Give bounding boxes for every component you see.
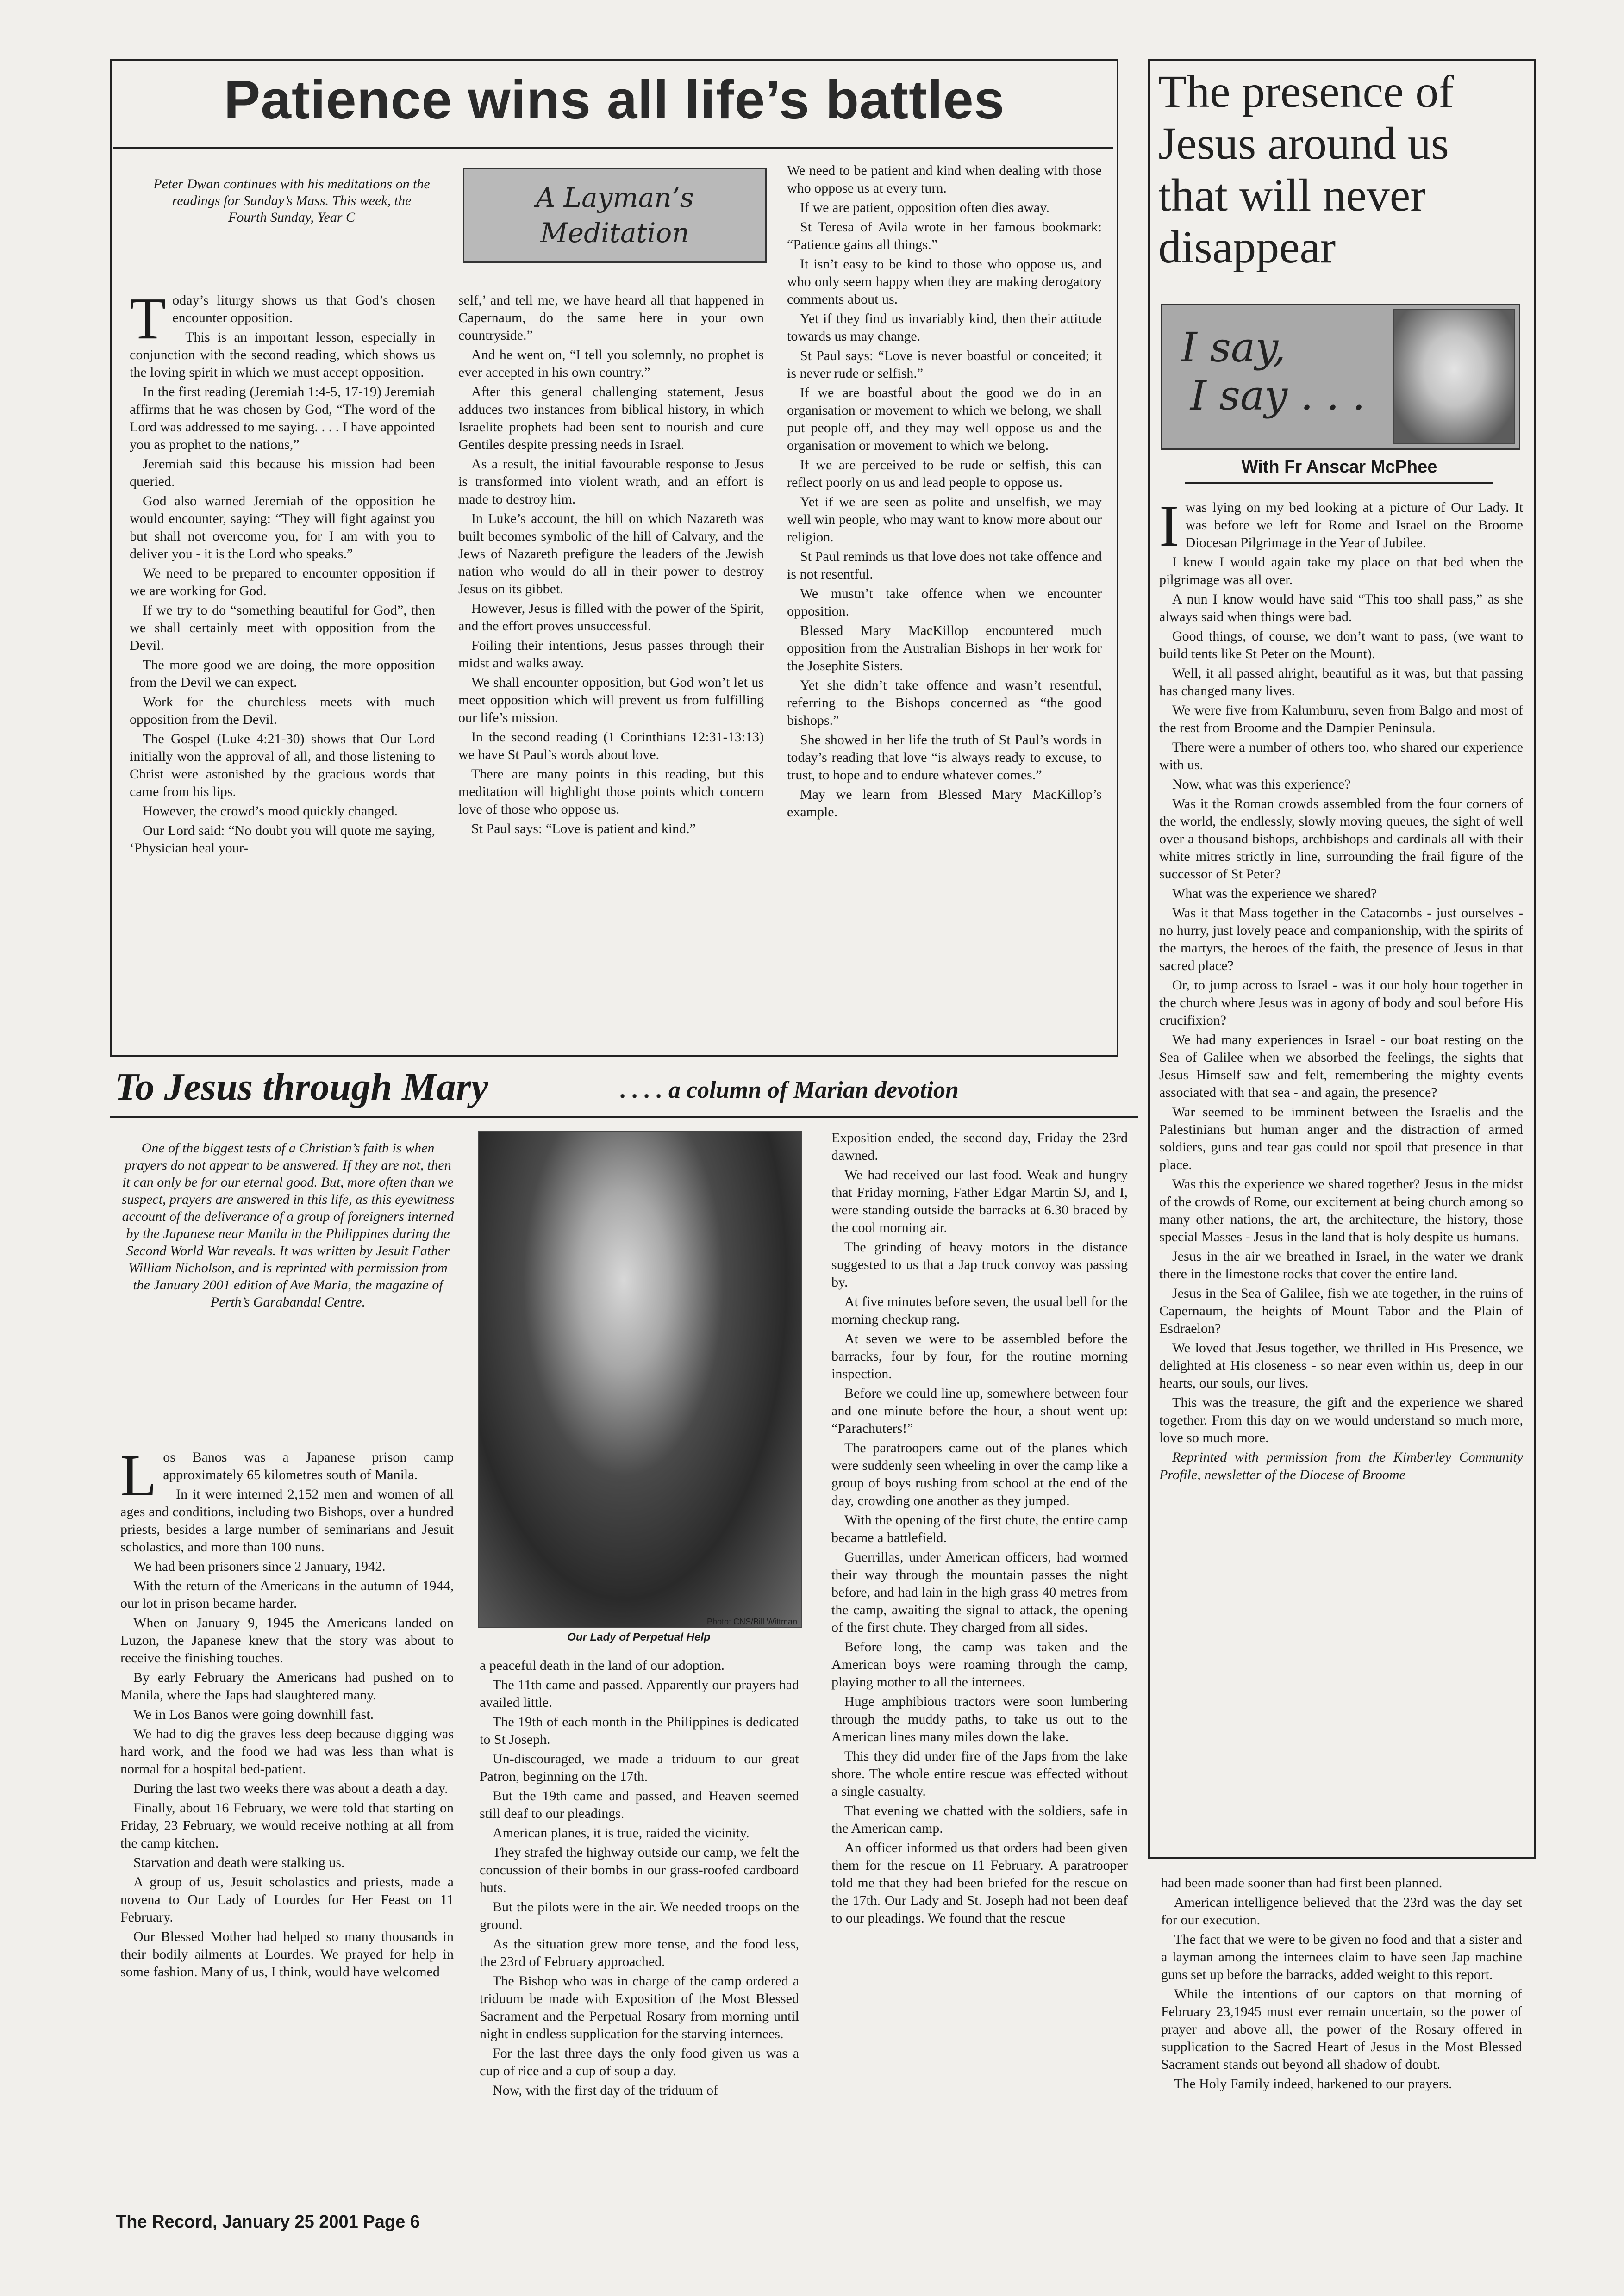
marian-col1-p8: During the last two weeks there was about a death a day. bbox=[133, 1781, 448, 1796]
main-col2-p7: We shall encounter opposition, but God won’t let us meet opposition which will prevent us from fulfilling our life’s mission. bbox=[458, 675, 764, 725]
main-headline: Patience wins all life’s battles bbox=[224, 69, 1005, 131]
main-col3-p1: If we are patient, opposition often dies away. bbox=[800, 200, 1049, 215]
side-body bbox=[1159, 493, 1523, 1486]
main-intro: Peter Dwan continues with his meditations on the readings for Sunday’s Mass. This week, the Fourth Sunday, Year C bbox=[153, 176, 430, 225]
marian-col2-p8: As the situation grew more tense, and the food less, the 23rd of February approached. bbox=[480, 1936, 799, 1969]
marian-column-3 bbox=[831, 1129, 1128, 1929]
side-p18: This was the treasure, the gift and the experience we shared together. From this day on we would understand so much more, love so much more. bbox=[1159, 1395, 1523, 1445]
main-col2-p3: As a result, the initial favourable response to Jesus is transformed into violent wrath, and an effort is made to destroy him. bbox=[458, 456, 764, 507]
side-reprint: Reprinted with permission from the Kimberley Community Profile, newsletter of the Diocese of Broome bbox=[1159, 1450, 1523, 1482]
marian-col1-p4: When on January 9, 1945 the Americans landed on Luzon, the Japanese knew that the story was about to receive the finishing touches. bbox=[120, 1615, 454, 1666]
author-portrait bbox=[1393, 309, 1515, 444]
main-col3-p7: If we are perceived to be rude or selfish, this can reflect poorly on us and lead people to oppose us. bbox=[787, 457, 1102, 490]
main-col2-p10: St Paul says: “Love is patient and kind.” bbox=[471, 821, 696, 836]
marian-col1-p10: Starvation and death were stalking us. bbox=[133, 1855, 345, 1870]
main-col2-p5: However, Jesus is filled with the power of the Spirit, and the effort proves unsuccessful. bbox=[458, 601, 764, 634]
logo-line-1: A Layman’s bbox=[536, 182, 694, 213]
marian-col4-p1: American intelligence believed that the 23rd was the day set for our execution. bbox=[1161, 1895, 1522, 1928]
marian-col1-p0: Los Banos was a Japanese prison camp approximately 65 kilometres south of Manila. bbox=[120, 1443, 454, 1508]
main-col1-p2: In the first reading (Jeremiah 1:4-5, 17-19) Jeremiah affirms that he was chosen by God, “The word of the Lord was addressed to me saying. . . . I have appointed you as prophet to the nations,” bbox=[130, 384, 435, 452]
main-col1-p4: God also warned Jeremiah of the opposition he would encounter, saying: “They will fight against you but shall not overcome you, for I am with you to deliver you - it is the Lord who speaks.” bbox=[130, 493, 435, 561]
side-p3: Good things, of course, we don’t want to pass, (we want to build tents like St Peter on the Mount). bbox=[1159, 628, 1523, 661]
main-col1-p1: This is an important lesson, especially in conjunction with the second reading, which shows us the loving spirit in which we must accept opposition. bbox=[130, 330, 435, 380]
main-col3-p10: We mustn’t take offence when we encounter opposition. bbox=[787, 586, 1102, 619]
marian-col1-p7: We had to dig the graves less deep because digging was hard work, and the food we had was less than what is normal for a hospital bed-patient. bbox=[120, 1726, 454, 1777]
side-p16: Jesus in the Sea of Galilee, fish we ate together, in the ruins of Capernaum, the heights of Mount Tabor and the Plain of Esdraelon? bbox=[1159, 1286, 1523, 1336]
main-col3-p8: Yet if we are seen as polite and unselfish, we may well win people, who may want to know more about our religion. bbox=[787, 494, 1102, 545]
marian-rule bbox=[110, 1116, 1138, 1118]
marian-column-2 bbox=[480, 1657, 799, 2101]
marian-col3-p8: Guerrillas, under American officers, had wormed their way through the mountain passes the night before, and had lain in the high grass 40 metres from the camp, awaiting the signal to attack, the opening of the first chute. They charged from all sides. bbox=[831, 1549, 1128, 1635]
i-say-logo bbox=[1161, 304, 1520, 450]
marian-col2-p10: For the last three days the only food given us was a cup of rice and a cup of soup a day. bbox=[480, 2046, 799, 2078]
marian-col1-p1: In it were interned 2,152 men and women of all ages and conditions, including two Bishops, over a hundred priests, besides a large number of seminarians and Jesuit scholastics, and more than 100 nuns. bbox=[120, 1487, 454, 1555]
marian-col3-p9: Before long, the camp was taken and the American boys were roaming through the camp, playing mother to all the internees. bbox=[831, 1639, 1128, 1690]
main-col2-p0: self,’ and tell me, we have heard all that happened in Capernaum, do the same here in your own countryside.” bbox=[458, 292, 764, 343]
side-p0: Iwas lying on my bed looking at a picture of Our Lady. It was before we left for Rome and Israel on the Broome Diocesan Pilgrimage in the Year of Jubilee. bbox=[1159, 493, 1523, 559]
side-p1: I knew I would again take my place on that bed when the pilgrimage was all over. bbox=[1159, 554, 1523, 587]
side-p17: We loved that Jesus together, we thrilled in His Presence, we delighted at His closeness - so near even within us, deep in our hearts, our souls, our lives. bbox=[1159, 1340, 1523, 1391]
marian-col1-p2: We had been prisoners since 2 January, 1942. bbox=[133, 1559, 386, 1574]
main-col1-p3: Jeremiah said this because his mission had been queried. bbox=[130, 456, 435, 489]
main-col2-p1: And he went on, “I tell you solemnly, no prophet is ever accepted in his own country.” bbox=[458, 347, 764, 380]
main-col3-p13: She showed in her life the truth of St Paul’s words in today’s reading that love “is always ready to excuse, to trust, to hope and to endure whatever comes.” bbox=[787, 732, 1102, 783]
side-p12: We had many experiences in Israel - our boat resting on the Sea of Galilee when we absorbed the feelings, the sights that Jesus Himself saw and felt, remembering the mighty events associated with that sea - and again, the presence? bbox=[1159, 1032, 1523, 1100]
marian-col2-p2: The 19th of each month in the Philippines is dedicated to St Joseph. bbox=[480, 1714, 799, 1747]
main-col3-p9: St Paul reminds us that love does not take offence and is not resentful. bbox=[787, 549, 1102, 582]
main-col3-p6: If we are boastful about the good we do in an organisation or movement to which we belong, we shall put people off, and they may well oppose us and the organisation or movement to which we belong. bbox=[787, 385, 1102, 453]
main-col1-p0: Today’s liturgy shows us that God’s chosen encounter opposition. bbox=[130, 286, 435, 351]
marian-col3-p5: Before we could line up, somewhere between four and one minute before the hour, a shout went up: “Parachuters!” bbox=[831, 1386, 1128, 1436]
marian-col1-p6: We in Los Banos were going downhill fast. bbox=[133, 1707, 374, 1722]
main-col3-p0: We need to be patient and kind when dealing with those who oppose us at every turn. bbox=[787, 163, 1102, 196]
main-col3-p11: Blessed Mary MacKillop encountered much opposition from the Australian Bishops in her work for the Josephite Sisters. bbox=[787, 623, 1102, 673]
byline-rule bbox=[1185, 482, 1493, 484]
marian-col4-p3: While the intentions of our captors on that morning of February 23,1945 must ever remain uncertain, so the power of prayer and above all, the power of the Rosary offered in supplication to the Sacred Heart of Jesus in the Most Blessed Sacrament stands out beyond all shadow of doubt. bbox=[1161, 1986, 1522, 2072]
main-column-3 bbox=[787, 162, 1102, 823]
side-p7: Now, what was this experience? bbox=[1172, 777, 1351, 792]
marian-col3-p2: The grinding of heavy motors in the distance suggested to us that a Jap truck convoy was passing by. bbox=[831, 1239, 1128, 1290]
marian-col4-p4: The Holy Family indeed, harkened to our prayers. bbox=[1174, 2076, 1452, 2091]
marian-col1-p11: A group of us, Jesuit scholastics and priests, made a novena to Our Lady of Lourdes for Her Feast on 11 February. bbox=[120, 1874, 454, 1925]
main-col3-p14: May we learn from Blessed Mary MacKillop’s example. bbox=[787, 787, 1102, 820]
main-col3-p3: It isn’t easy to be kind to those who oppose us, and who only seem happy when they are making derogatory comments about us. bbox=[787, 256, 1102, 307]
side-byline: With Fr Anscar McPhee bbox=[1241, 457, 1437, 477]
marian-col2-p4: But the 19th came and passed, and Heaven seemed still deaf to our pleadings. bbox=[480, 1788, 799, 1821]
marian-col3-p3: At five minutes before seven, the usual bell for the morning checkup rang. bbox=[831, 1294, 1128, 1327]
marian-col3-p1: We had received our last food. Weak and hungry that Friday morning, Father Edgar Martin SJ, and I, were standing outside the barracks at 6.30 braced by the cool morning air. bbox=[831, 1167, 1128, 1235]
marian-col2-p7: But the pilots were in the air. We needed troops on the ground. bbox=[480, 1899, 799, 1932]
main-col2-p2: After this general challenging statement, Jesus adduces two instances from biblical history, in which Israelite prophets had been sent to nourish and cure Gentiles despite pressing needs in Israel. bbox=[458, 384, 764, 452]
main-dropcap: T bbox=[130, 286, 166, 351]
side-p4: Well, it all passed alright, beautiful as it was, but that passing has changed many lives. bbox=[1159, 666, 1523, 698]
side-title: The presence of Jesus around us that will never disappear bbox=[1158, 66, 1454, 273]
main-col1-p9: The Gospel (Luke 4:21-30) shows that Our Lord initially won the approval of all, and those listening to Christ were astonished by the gracious words that came from his lips. bbox=[130, 731, 435, 799]
main-col2-p6: Foiling their intentions, Jesus passes through their midst and walks away. bbox=[458, 638, 764, 671]
main-col1-p7: The more good we are doing, the more opposition from the Devil we can expect. bbox=[130, 657, 435, 690]
side-p13: War seemed to be imminent between the Israelis and the Palestinians but human anger and the distraction of armed soldiers, guns and tear gas could not spoil that presence in that place. bbox=[1159, 1104, 1523, 1172]
main-col2-p9: There are many points in this reading, but this meditation will highlight those points which concern love of those who oppose us. bbox=[458, 766, 764, 817]
main-col1-p10: However, the crowd’s mood quickly changed. bbox=[143, 803, 398, 819]
marian-col1-p5: By early February the Americans had pushed on to Manila, where the Japs had slaughtered many. bbox=[120, 1670, 454, 1703]
main-col3-p2: St Teresa of Avila wrote in her famous bookmark: “Patience gains all things.” bbox=[787, 219, 1102, 252]
main-col3-p4: Yet if they find us invariably kind, then their attitude towards us may change. bbox=[787, 311, 1102, 344]
madonna-icon-photo bbox=[478, 1131, 802, 1628]
marian-col1-p12: Our Blessed Mother had helped so many thousands in their bodily ailments at Lourdes. We prayed for help in some fashion. Many of us, I think, would have welcomed bbox=[120, 1929, 454, 1979]
main-column-1 bbox=[130, 286, 435, 859]
marian-col3-p4: At seven we were to be assembled before the barracks, four by four, for the routine morning inspection. bbox=[831, 1331, 1128, 1381]
marian-col2-p9: The Bishop who was in charge of the camp ordered a triduum be made with Exposition of the Most Blessed Sacrament and the Perpetual Rosary from morning until night in endless supplication for the starving internees. bbox=[480, 1973, 799, 2041]
side-p5: We were five from Kalumburu, seven from Balgo and most of the rest from Broome and the Dampier Peninsula. bbox=[1159, 703, 1523, 735]
marian-col1-p3: With the return of the Americans in the autumn of 1944, our lot in prison became harder. bbox=[120, 1578, 454, 1611]
logo-line-2: Meditation bbox=[540, 217, 689, 249]
photo-credit: Photo: CNS/Bill Wittman bbox=[706, 1617, 797, 1626]
marian-col3-p10: Huge amphibious tractors were soon lumbering through the muddy paths, to take us out to the American lines many miles down the lake. bbox=[831, 1694, 1128, 1744]
marian-subtitle: . . . . a column of Marian devotion bbox=[620, 1077, 959, 1103]
i-say-line-1: I say, bbox=[1181, 324, 1286, 371]
marian-col3-p7: With the opening of the first chute, the entire camp became a battlefield. bbox=[831, 1512, 1128, 1545]
side-p14: Was this the experience we shared together? Jesus in the midst of the crowds of Rome, our excitement at being church among so many other nations, the art, the architecture, the history, those special Masses - Jesus in the land that is holy despite us humans. bbox=[1159, 1176, 1523, 1244]
i-say-line-2: I say . . . bbox=[1190, 372, 1365, 419]
marian-col2-p6: They strafed the highway outside our camp, we felt the concussion of their bombs in our grass-roofed cardboard huts. bbox=[480, 1845, 799, 1895]
main-col1-p6: If we try to do “something beautiful for God”, then we shall certainly meet with opposition from the Devil. bbox=[130, 603, 435, 653]
main-col1-p8: Work for the churchless meets with much opposition from the Devil. bbox=[130, 694, 435, 727]
main-col1-p11: Our Lord said: “No doubt you will quote me saying, ‘Physician heal your- bbox=[130, 823, 435, 856]
marian-col4-p2: The fact that we were to be given no food and that a sister and a layman among the internees claim to have seen Jap machine guns set up before the barracks, added weight to this report. bbox=[1161, 1932, 1522, 1982]
marian-column-4 bbox=[1161, 1874, 1522, 2095]
side-p2: A nun I know would have said “This too shall pass,” as she always said when things were bad. bbox=[1159, 591, 1523, 624]
marian-col2-p1: The 11th came and passed. Apparently our prayers had availed little. bbox=[480, 1677, 799, 1710]
marian-col3-p11: This they did under fire of the Japs from the lake shore. The whole entire rescue was effected without a single casualty. bbox=[831, 1748, 1128, 1799]
main-col3-p12: Yet she didn’t take offence and wasn’t resentful, referring to the Bishops concerned as “the good bishops.” bbox=[787, 678, 1102, 728]
marian-col3-p13: An officer informed us that orders had been given them for the rescue on 11 February. A paratrooper told me that they had been briefed for the rescue on the 17th. Our Lady and St. Joseph had not been deaf to our pleadings. We found that the rescue bbox=[831, 1840, 1128, 1926]
headline-rule bbox=[113, 147, 1113, 149]
marian-col3-p12: That evening we chatted with the soldiers, safe in the American camp. bbox=[831, 1803, 1128, 1836]
marian-col2-p3: Un-discouraged, we made a triduum to our great Patron, beginning on the 17th. bbox=[480, 1751, 799, 1784]
main-col3-p5: St Paul says: “Love is never boastful or conceited; it is never rude or selfish.” bbox=[787, 348, 1102, 381]
laymans-meditation-logo bbox=[463, 168, 767, 263]
marian-title: To Jesus through Mary bbox=[115, 1065, 488, 1108]
marian-col2-p11: Now, with the first day of the triduum of bbox=[493, 2083, 718, 2098]
main-col1-p5: We need to be prepared to encounter opposition if we are working for God. bbox=[130, 566, 435, 598]
side-p15: Jesus in the air we breathed in Israel, in the water we drank there in the limestone rocks that cover the entire land. bbox=[1159, 1249, 1523, 1282]
main-column-2 bbox=[458, 292, 764, 840]
marian-col2-p0: a peaceful death in the land of our adoption. bbox=[480, 1658, 725, 1673]
side-p8: Was it the Roman crowds assembled from the four corners of the world, the endlessly, slowly moving queues, the sight of well over a thousand bishops, archbishops and cardinals all with their white mitres strictly in line, surrounding the frail figure of the successor of St Peter? bbox=[1159, 796, 1523, 882]
side-p10: Was it that Mass together in the Catacombs - just ourselves - no hurry, just lovely peace and companionship, with the spirits of the martyrs, the heroes of the faith, the presence of Jesus in that sacred place? bbox=[1159, 905, 1523, 973]
marian-col2-p5: American planes, it is true, raided the vicinity. bbox=[493, 1825, 750, 1841]
main-col2-p4: In Luke’s account, the hill on which Nazareth was built becomes symbolic of the hill of Calvary, and the Jews of Nazareth prefigure the leaders of the Jewish nation who would do all in their power to destroy Jesus on its gibbet. bbox=[458, 511, 764, 597]
side-p11: Or, to jump across to Israel - was it our holy hour together in the church where Jesus was in agony of body and soul before His crucifixion? bbox=[1159, 977, 1523, 1028]
page-footer: The Record, January 25 2001 Page 6 bbox=[116, 2212, 420, 2232]
marian-col3-p6: The paratroopers came out of the planes which were suddenly seen wheeling in over the camp like a group of boys rushing from school at the end of the day, crowding one another as they jumped. bbox=[831, 1440, 1128, 1508]
side-dropcap: I bbox=[1159, 493, 1179, 559]
marian-col3-p0: Exposition ended, the second day, Friday the 23rd dawned. bbox=[831, 1130, 1128, 1163]
i-say-text bbox=[1181, 324, 1385, 420]
marian-col1-p9: Finally, about 16 February, we were told that starting on Friday, 23 February, we would receive nothing at all from the camp kitchen. bbox=[120, 1800, 454, 1851]
marian-col4-p0: had been made sooner than had first been planned. bbox=[1161, 1875, 1443, 1891]
main-col2-p8: In the second reading (1 Corinthians 12:31-13:13) we have St Paul’s words about love. bbox=[458, 729, 764, 762]
marian-dropcap: L bbox=[120, 1443, 157, 1508]
marian-column-1 bbox=[120, 1443, 454, 1983]
side-p9: What was the experience we shared? bbox=[1172, 886, 1377, 901]
side-p6: There were a number of others too, who shared our experience with us. bbox=[1159, 740, 1523, 772]
marian-intro: One of the biggest tests of a Christian’s faith is when prayers do not appear to be answered. If they are not, then it can only be for our eternal good. But, more often than we suspect, prayers are answered in this life, as this eyewitness account of the deliverance of a group of foreigners interned by the Japanese near Manila in the Philippines during the Second World War reveals. It was written by Jesuit Father William Nicholson, and is reprinted with permission from the January 2001 edition of Ave Maria, the magazine of Perth’s Garabandal Centre. bbox=[121, 1140, 455, 1310]
photo-caption: Our Lady of Perpetual Help bbox=[567, 1631, 711, 1643]
